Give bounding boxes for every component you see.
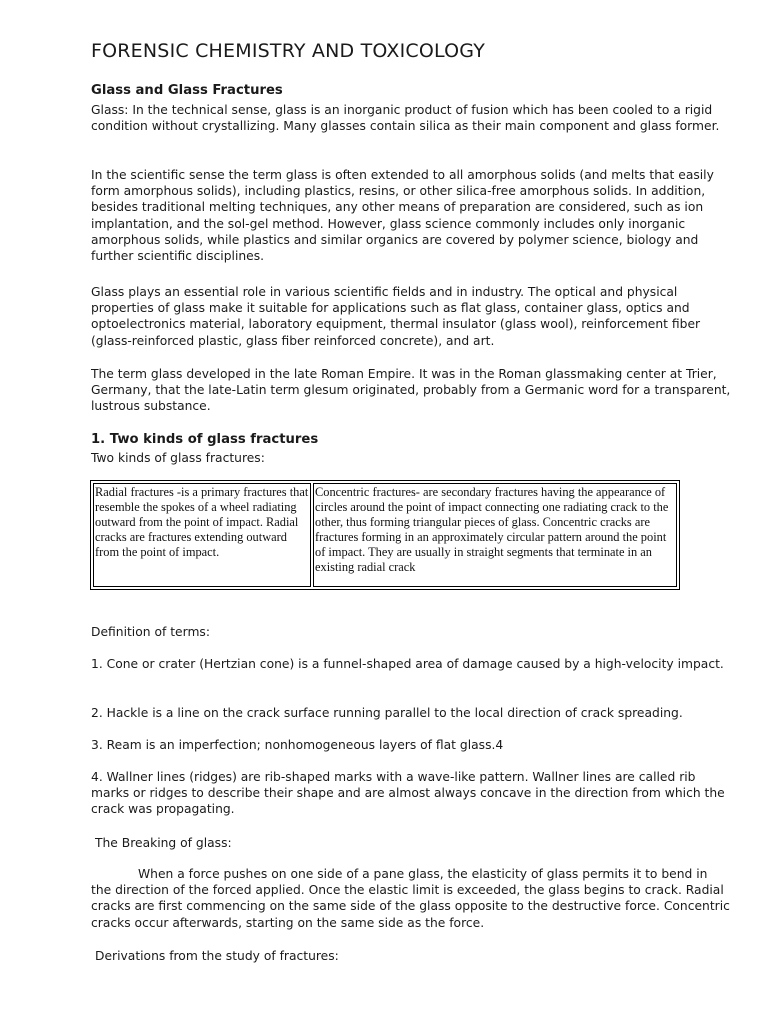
paragraph-scientific-sense: In the scientific sense the term glass is often extended to all amorphous solids (and melts that easily form amorphous solids), including plastics, resins, or other silica-free amorphous solids. In addition, besides traditional melting techniques, any other means of preparation are considered, such as ion implantation, and the sol-gel method. However, glass science commonly includes only inorganic amorphous solids, while plastics and similar organics are covered by polymer science, biology and further scientific disciplines. [91, 168, 714, 264]
paragraph-etymology: The term glass developed in the late Roman Empire. It was in the Roman glassmaking center at Trier, Germany, that the late-Latin term glesum originated, probably from a Germanic word for a transparent, lustrous substance. [91, 367, 731, 414]
definition-item: 1. Cone or crater (Hertzian cone) is a funnel-shaped area of damage caused by a high-velocity impact. [91, 657, 724, 671]
radial-fractures-cell: Radial fractures -is a primary fractures that resemble the spokes of a wheel radiating outward from the point of impact. Radial cracks are fractures extending outward from the point of impact. [93, 483, 311, 587]
definitions-heading: Definition of terms: [91, 625, 210, 639]
paragraph-applications: Glass plays an essential role in various scientific fields and in industry. The optical and physical properties of glass make it suitable for applications such as flat glass, container glass, optics and optoelectronics material, laboratory equipment, thermal insulator (glass wool), reinforcement fiber (glass-reinforced plastic, glass fiber reinforced concrete), and art. [91, 285, 701, 348]
definition-item: 2. Hackle is a line on the crack surface running parallel to the local direction of crack spreading. [91, 706, 683, 720]
concentric-fractures-cell: Concentric fractures- are secondary fractures having the appearance of circles around the point of impact connecting one radiating crack to the other, thus forming triangular pieces of glass. Concentric cracks are fractures forming in an approximately circular pattern around the point of impact. They are usually in straight segments that terminate in an existing radial crack [313, 483, 677, 587]
fractures-intro: Two kinds of glass fractures: [91, 451, 265, 465]
section-heading: Glass and Glass Fractures [91, 83, 283, 98]
breaking-heading: The Breaking of glass: [95, 836, 232, 850]
breaking-paragraph: When a force pushes on one side of a pane glass, the elasticity of glass permits it to bend in the direction of the forced applied. Once the elastic limit is exceeded, the glass begins to crack. Radial cracks are first commencing on the same side of the glass opposite to the destructive force. Concentric cracks occur afterwards, starting on the same side as the force. [91, 867, 730, 930]
table-row [93, 483, 677, 587]
fracture-types-table [90, 480, 680, 590]
paragraph-glass-definition: Glass: In the technical sense, glass is an inorganic product of fusion which has been cooled to a rigid condition without crystallizing. Many glasses contain silica as their main component and glass former. [91, 103, 720, 134]
derivations-heading: Derivations from the study of fractures: [95, 949, 339, 963]
definition-item: 4. Wallner lines (ridges) are rib-shaped marks with a wave-like pattern. Wallner lines are called rib marks or ridges to describe their shape and are almost always concave in the direction from which the crack was propagating. [91, 770, 725, 817]
document-title: FORENSIC CHEMISTRY AND TOXICOLOGY [91, 40, 486, 62]
fractures-heading: 1. Two kinds of glass fractures [91, 432, 319, 447]
definition-item: 3. Ream is an imperfection; nonhomogeneous layers of flat glass.4 [91, 738, 504, 752]
